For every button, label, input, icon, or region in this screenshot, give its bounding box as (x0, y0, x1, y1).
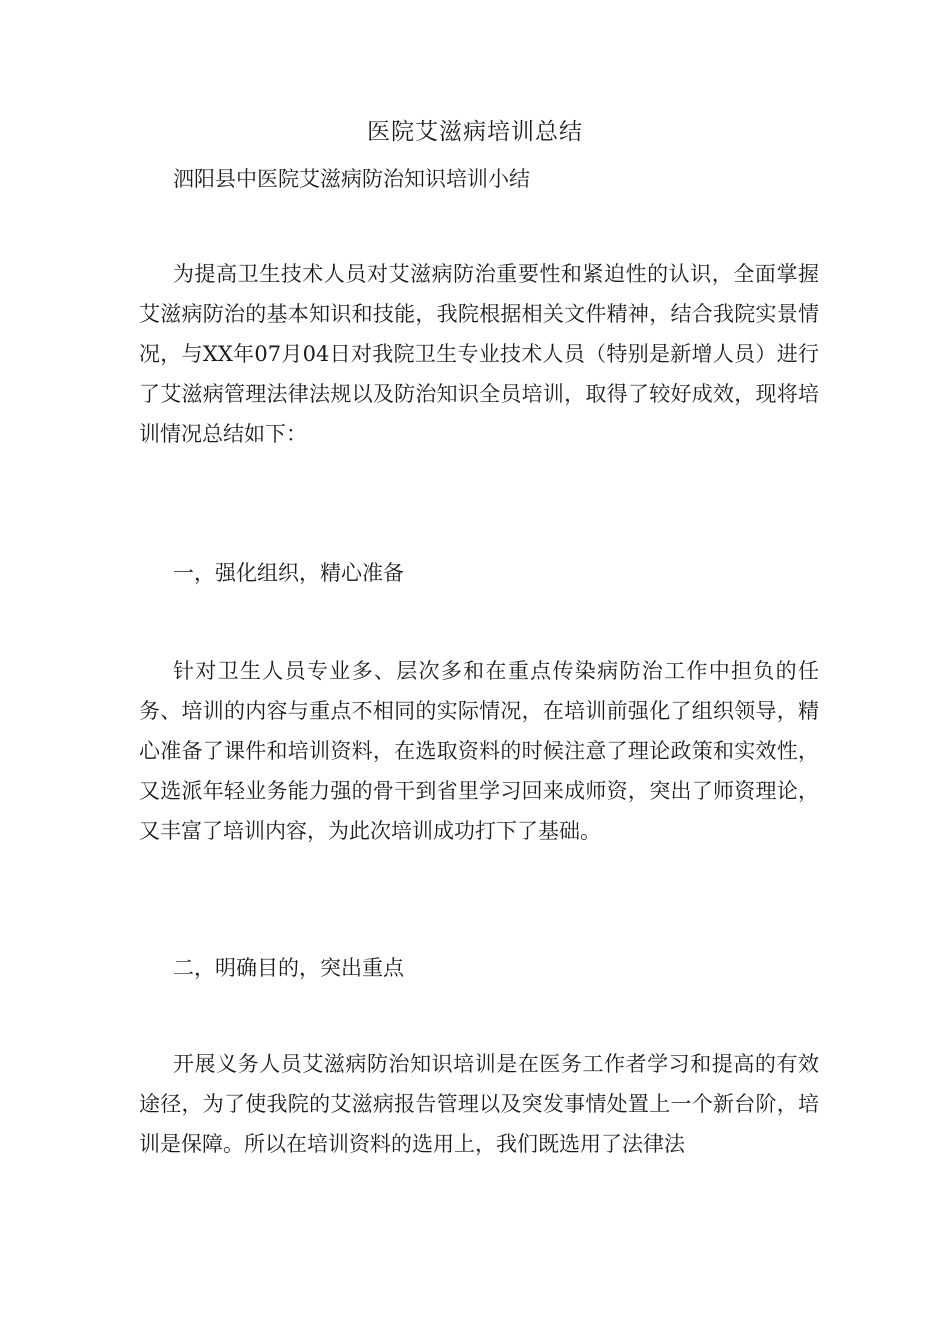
section-heading-2: 二，明确目的，突出重点 (173, 956, 404, 980)
intro-paragraph: 为提高卫生技术人员对艾滋病防治重要性和紧迫性的认识，全面掌握艾滋病防治的基本知识和技能，我院根据相关文件精神，结合我院实景情况，与XX年07月04日对我院卫生专业技术人员（特别是新增人员）进行了艾滋病管理法律法规以及防治知识全员培训，取得了较好成效，现将培训情况总结如下： (139, 262, 819, 446)
section-heading-1: 一，强化组织，精心准备 (173, 561, 404, 585)
document-title: 医院艾滋病培训总结 (367, 119, 583, 145)
document-subtitle: 泗阳县中医院艾滋病防治知识培训小结 (173, 167, 530, 191)
section-1-paragraph: 针对卫生人员专业多、层次多和在重点传染病防治工作中担负的任务、培训的内容与重点不相同的实际情况，在培训前强化了组织领导，精心准备了课件和培训资料，在选取资料的时候注意了理论政策和实效性，又选派年轻业务能力强的骨干到省里学习回来成师资，突出了师资理论，又丰富了培训内容，为此次培训成功打下了基础。 (139, 659, 819, 843)
section-2-paragraph: 开展义务人员艾滋病防治知识培训是在医务工作者学习和提高的有效途径，为了使我院的艾滋病报告管理以及突发事情处置上一个新台阶，培训是保障。所以在培训资料的选用上，我们既选用了法律法 (139, 1052, 819, 1156)
